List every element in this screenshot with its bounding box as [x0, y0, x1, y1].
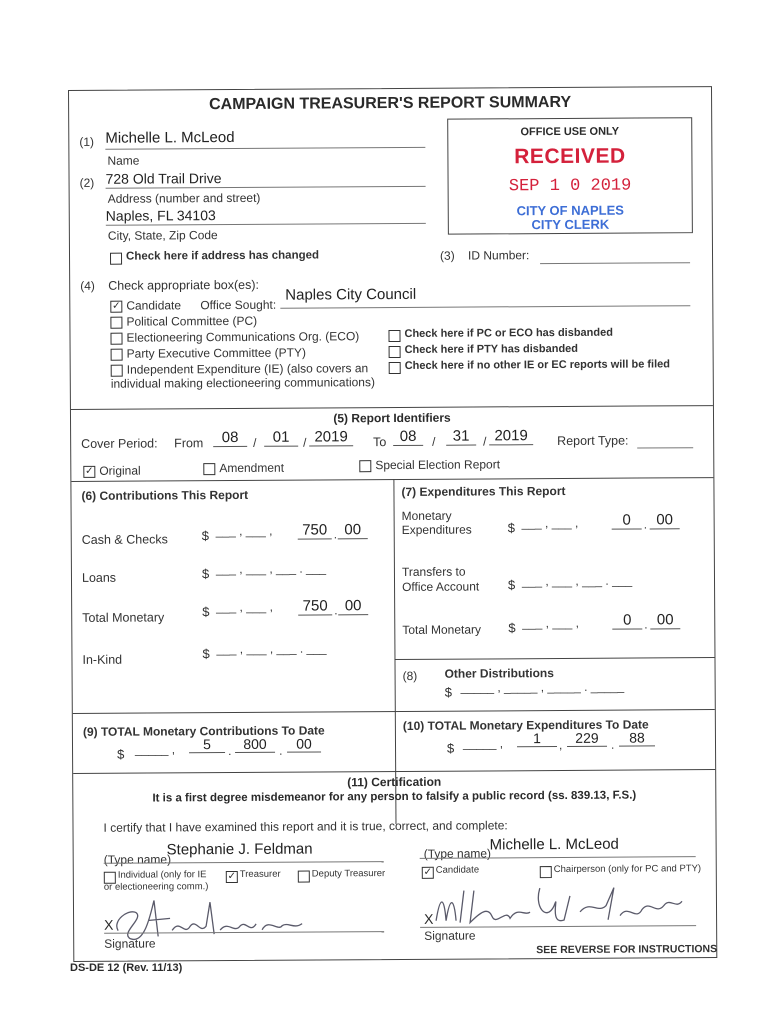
- section8-title: Other Distributions: [444, 666, 554, 681]
- monetary-expenditures-value[interactable]: 0: [612, 512, 642, 530]
- section7-total-cents[interactable]: 00: [650, 611, 680, 629]
- eco-label: Electioneering Communications Org. (ECO): [126, 329, 360, 345]
- treasurer-label: Treasurer: [239, 868, 281, 880]
- from-day[interactable]: 01: [264, 429, 298, 447]
- office-sought-label: Office Sought:: [200, 297, 277, 313]
- ie-label: Independent Expenditure (IE) (also covers an: [126, 361, 369, 377]
- total-monetary-cents[interactable]: 00: [338, 597, 368, 615]
- office-use-label: OFFICE USE ONLY: [520, 125, 620, 139]
- expenditures-to-date-thousands[interactable]: 1: [517, 730, 557, 747]
- cover-period-label: Cover Period:: [81, 436, 158, 451]
- address-changed-label: Check here if address has changed: [125, 249, 320, 263]
- section6-title: (6) Contributions This Report: [81, 487, 249, 503]
- deputy-treasurer-label: Deputy Treasurer: [311, 868, 386, 880]
- in-kind-value[interactable]: ___ , ___ , ___ . ___: [216, 641, 327, 657]
- from-month[interactable]: 08: [213, 429, 247, 447]
- see-reverse: SEE REVERSE FOR INSTRUCTIONS: [536, 943, 718, 957]
- stamp-clerk: CITY CLERK: [531, 216, 610, 233]
- street-value[interactable]: 728 Old Trail Drive: [105, 170, 222, 187]
- transfers-label: Transfers to: [401, 564, 466, 579]
- street-label: Address (number and street): [107, 190, 261, 206]
- expenditures-to-date-cents[interactable]: 88: [619, 729, 655, 746]
- treasurer-x: X: [104, 916, 114, 933]
- certification-statement: I certify that I have examined this report and it is true, correct, and complete:: [103, 818, 508, 835]
- report-type-label: Report Type:: [557, 433, 629, 449]
- received-stamp: RECEIVED: [514, 144, 626, 169]
- pty-label: Party Executive Committee (PTY): [126, 345, 307, 361]
- loans-label: Loans: [81, 570, 117, 585]
- candidate-sign-label: Candidate: [435, 864, 480, 876]
- received-date: SEP 1 0 2019: [508, 176, 632, 197]
- city-label: City, State, Zip Code: [107, 228, 218, 243]
- section10-title: (10) TOTAL Monetary Expenditures To Date: [402, 717, 649, 733]
- certification-warning: It is a first degree misdemeanor for any person to falsify a public record (ss. 839.13, F.S.): [152, 789, 637, 805]
- section8-number: (8): [402, 668, 418, 683]
- office-use-box: [447, 117, 693, 234]
- no-other-checkbox[interactable]: [389, 362, 401, 374]
- section7-total-label: Total Monetary: [402, 622, 482, 637]
- disband-pty-label: Check here if PTY has disbanded: [404, 342, 579, 356]
- to-day[interactable]: 31: [446, 428, 476, 446]
- to-label: To: [373, 435, 387, 450]
- candidate-signature-label: Signature: [424, 928, 476, 943]
- to-month[interactable]: 08: [393, 428, 423, 446]
- office-account-label: Office Account: [401, 579, 480, 594]
- monetary-label: Monetary: [401, 508, 452, 523]
- deputy-treasurer-checkbox[interactable]: [298, 871, 310, 883]
- ie-checkbox[interactable]: [111, 365, 123, 377]
- section4-number: (4): [80, 278, 95, 293]
- ie-label-2: individual making electioneering communications): [110, 375, 375, 391]
- form-title: CAMPAIGN TREASURER'S REPORT SUMMARY: [209, 93, 572, 114]
- total-monetary-label: Total Monetary: [82, 610, 165, 625]
- candidate-type-name-label: (Type name): [423, 846, 492, 861]
- section7-title: (7) Expenditures This Report: [401, 483, 566, 499]
- special-election-checkbox[interactable]: [359, 460, 371, 472]
- contributions-to-date-cents[interactable]: 00: [287, 735, 321, 752]
- other-distributions-value[interactable]: _____ , _____ , _____ . _____: [460, 679, 625, 695]
- section4-label: Check appropriate box(es):: [108, 277, 260, 293]
- candidate-checkbox[interactable]: ✓: [112, 300, 121, 312]
- section1-number: (1): [79, 134, 95, 149]
- section11-title: (11) Certification: [347, 774, 442, 790]
- monetary-expenditures-cents[interactable]: 00: [650, 511, 680, 529]
- candidate-x: X: [424, 910, 434, 927]
- form-id: DS-DE 12 (Rev. 11/13): [70, 962, 183, 974]
- contributions-to-date-units[interactable]: 800: [235, 736, 275, 753]
- candidate-name[interactable]: Michelle L. McLeod: [489, 835, 619, 854]
- amendment-checkbox[interactable]: [203, 463, 215, 475]
- cash-label: Cash & Checks: [81, 532, 168, 547]
- address-changed-checkbox[interactable]: [110, 253, 122, 265]
- cash-value[interactable]: 750: [298, 521, 332, 539]
- from-label: From: [174, 436, 204, 451]
- disband-pty-checkbox[interactable]: [389, 346, 401, 358]
- name-value[interactable]: Michelle L. McLeod: [105, 128, 235, 147]
- special-election-label: Special Election Report: [375, 457, 501, 473]
- loans-value[interactable]: ___ , ___ , ___ . ___: [215, 561, 327, 577]
- pc-checkbox[interactable]: [110, 317, 122, 329]
- amendment-label: Amendment: [219, 460, 285, 476]
- to-year[interactable]: 2019: [489, 427, 533, 445]
- individual-label-2: or electioneering comm.): [103, 881, 209, 893]
- eco-checkbox[interactable]: [110, 333, 122, 345]
- treasurer-type-name-label: (Type name): [103, 852, 172, 867]
- section7-total-value[interactable]: 0: [612, 612, 642, 630]
- expenditures-to-date-units[interactable]: 229: [567, 730, 607, 747]
- candidate-label: Candidate: [126, 298, 182, 313]
- original-label: Original: [99, 463, 141, 478]
- candidate-sign-checkbox[interactable]: ✓: [423, 866, 433, 878]
- contributions-to-date-thousands[interactable]: 5: [189, 736, 225, 753]
- section5-title: (5) Report Identifiers: [333, 410, 451, 426]
- id-label: ID Number:: [467, 248, 530, 263]
- report-form: CAMPAIGN TREASURER'S REPORT SUMMARY (1) Michelle L. McLeod Name (2) 728 Old Trail Drive Address (number and street) Naples, FL 34103 City, State, Zip Code Check here if address has changed OFFICE USE ONLY RECEIVED SEP 1 0 2019 CITY OF NAPLES CITY CLERK (3) ID Number: (4) Check appropriate box(es): ✓ Candidate Office Sought: Naples City Council Political Committee (PC) Electioneering Communications Org. (ECO) Party Executive Committee (PTY) Independent Expenditure (IE) (also covers an individual making electioneering communications) Check here if PC or ECO has disbanded Check here if PTY has disbanded Check here if no other IE or EC reports will be filed (5) Report Identifiers Cover Period: From 08 / 01 / 2019 To 08 / 31 / 2019 Report Type: ✓ Original Amendment Special Election Report (6) Contributions This Report Cash & Checks $ ___ , ___ , 750 . 00 Loans $ ___ , ___ , ___ . ___ Total Monetary $ ___ , ___ , 750 . 00 In-Kind $ ___ , ___ , ___ . ___ (7) Expenditures This Report Monetary Expenditures $ ___ , ___ , 0 . 00 Transfers to Office Account $ ___ , ___ , ___ . ___ Total Monetary $ ___ , ___ , 0 . 00 (8) Other Distributions $ _____ , _____ , _____ . _____ (9) TOTAL Monetary Contributions To Date $ _____ , 5 . 800 . 00 (10) TOTAL Monetary Expenditures To Date $ _____ , 1 , 229 . 88 (11) Certification It is a first degree misdemeanor for any person to falsify a public record (ss. 839.13, F.S.) I certify that I have examined this report and it is true, correct, and complete: (Type name) Stephanie J. Feldman Individual (only for IE or electioneering comm.) ✓ Treasurer Deputy Treasurer (Type name) Michelle L. McLeod ✓ Candidate Chairperson (only for PC and PTY) X Signature X Signature SEE REVERSE FOR INSTRUCTIONS: [68, 86, 717, 962]
- expenditures-label: Expenditures: [401, 522, 472, 537]
- section2-number: (2): [79, 175, 95, 190]
- individual-label: Individual (only for IE: [117, 869, 207, 881]
- stamp-city: CITY OF NAPLES: [516, 202, 624, 219]
- pty-checkbox[interactable]: [111, 349, 123, 361]
- treasurer-signature-label: Signature: [104, 936, 156, 951]
- original-checkbox[interactable]: ✓: [85, 465, 94, 477]
- cash-cents[interactable]: 00: [338, 521, 368, 539]
- disband-pc-label: Check here if PC or ECO has disbanded: [404, 326, 613, 340]
- city-value[interactable]: Naples, FL 34103: [105, 207, 216, 224]
- name-label: Name: [107, 153, 140, 168]
- disband-pc-checkbox[interactable]: [388, 330, 400, 342]
- transfers-value[interactable]: ___ , ___ , ___ . ___: [521, 573, 633, 589]
- in-kind-label: In-Kind: [82, 652, 123, 667]
- section9-title: (9) TOTAL Monetary Contributions To Date: [82, 723, 325, 739]
- office-sought-value[interactable]: Naples City Council: [285, 285, 417, 304]
- pc-label: Political Committee (PC): [126, 313, 258, 329]
- treasurer-name[interactable]: Stephanie J. Feldman: [166, 840, 313, 859]
- total-monetary-value[interactable]: 750: [298, 597, 332, 615]
- section3-number: (3): [439, 248, 455, 263]
- from-year[interactable]: 2019: [309, 428, 353, 446]
- no-other-label: Check here if no other IE or EC reports will be filed: [404, 358, 671, 372]
- chairperson-label: Chairperson (only for PC and PTY): [553, 863, 702, 876]
- treasurer-checkbox[interactable]: ✓: [227, 870, 237, 883]
